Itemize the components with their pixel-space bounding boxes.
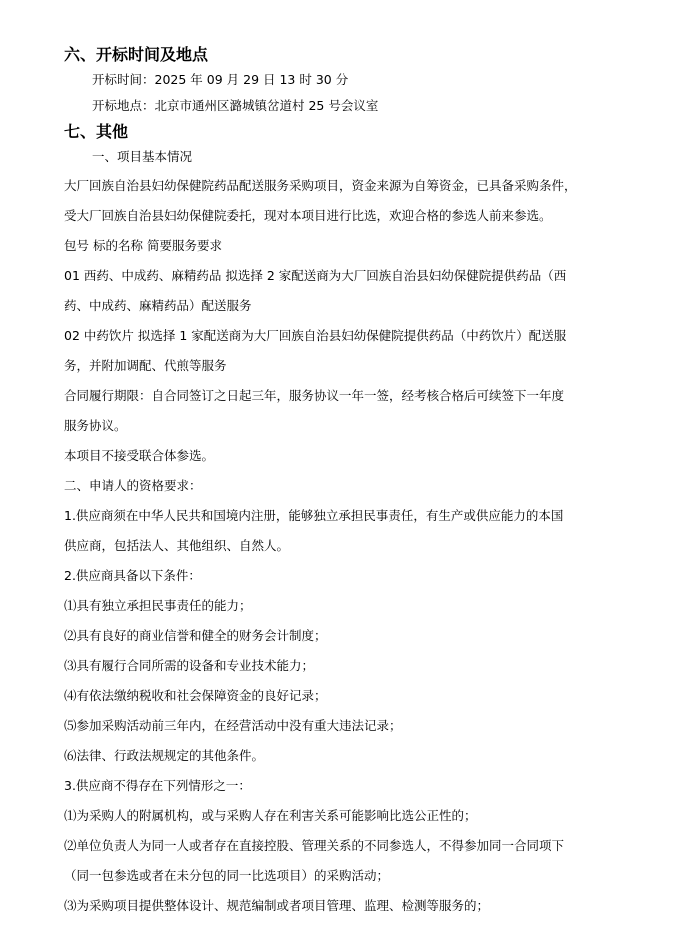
requirement-3-item: ⑴为采购人的附属机构，或与采购人存在利害关系可能影响比选公正性的； (64, 808, 477, 823)
requirement-3-item: ⑶为采购项目提供整体设计、规范编制或者项目管理、监理、检测等服务的； (64, 898, 490, 913)
requirement-2-item: ⑹法律、行政法规规定的其他条件。 (64, 748, 265, 763)
subheading-project-info: 一、项目基本情况 (92, 149, 193, 164)
package-02-line: 务，并附加调配、代煎等服务 (64, 358, 227, 373)
package-02-line: 02 中药饮片 拟选择 1 家配送商为大厂回族自治县妇幼保健院提供药品（中药饮片）配送服 (64, 328, 567, 343)
section-heading-six: 六、开标时间及地点 (64, 45, 209, 64)
paragraph-line: 受大厂回族自治县妇幼保健院委托，现对本项目进行比选，欢迎合格的参选人前来参选。 (64, 208, 552, 223)
requirement-1-line: 1.供应商须在中华人民共和国境内注册，能够独立承担民事责任，有生产或供应能力的本国 (64, 508, 564, 523)
section-heading-seven: 七、其他 (64, 122, 129, 141)
package-01-line: 药、中成药、麻精药品）配送服务 (64, 298, 252, 313)
requirement-3: 3.供应商不得存在下列情形之一： (64, 778, 251, 793)
contract-term-line: 合同履行期限：自合同签订之日起三年，服务协议一年一签，经考核合格后可续签下一年度 (64, 388, 565, 403)
no-consortium-note: 本项目不接受联合体参选。 (64, 448, 215, 463)
requirement-2-item: ⑷有依法缴纳税收和社会保障资金的良好记录； (64, 688, 327, 703)
requirement-3-item: ⑵单位负责人为同一人或者存在直接控股、管理关系的不同参选人，不得参加同一合同项下 (64, 838, 565, 853)
subheading-qualifications: 二、申请人的资格要求： (64, 478, 202, 493)
requirement-2: 2.供应商具备以下条件： (64, 568, 201, 583)
package-01-line: 01 西药、中成药、麻精药品 拟选择 2 家配送商为大厂回族自治县妇幼保健院提供药品（西 (64, 268, 567, 283)
bid-opening-place: 开标地点：北京市通州区潞城镇岔道村 25 号会议室 (92, 98, 379, 113)
contract-term-line: 服务协议。 (64, 418, 127, 433)
package-table-header: 包号 标的名称 简要服务要求 (64, 238, 222, 253)
requirement-2-item: ⑴具有独立承担民事责任的能力； (64, 598, 252, 613)
requirement-2-item: ⑵具有良好的商业信誉和健全的财务会计制度； (64, 628, 327, 643)
requirement-3-item: （同一包参选或者在未分包的同一比选项目）的采购活动； (64, 868, 390, 883)
requirement-2-item: ⑶具有履行合同所需的设备和专业技术能力； (64, 658, 315, 673)
requirement-2-item: ⑸参加采购活动前三年内，在经营活动中没有重大违法记录； (64, 718, 402, 733)
bid-opening-time: 开标时间：2025 年 09 月 29 日 13 时 30 分 (92, 72, 349, 87)
paragraph-line: 大厂回族自治县妇幼保健院药品配送服务采购项目，资金来源为自筹资金，已具备采购条件， (64, 178, 577, 193)
requirement-1-line: 供应商，包括法人、其他组织、自然人。 (64, 538, 290, 553)
